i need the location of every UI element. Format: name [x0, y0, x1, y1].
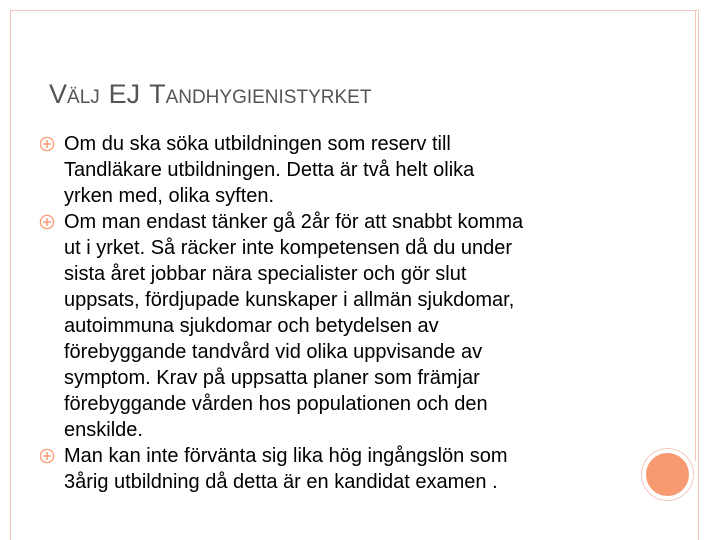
title-initial-1: V	[49, 79, 68, 109]
bullet-line: symptom. Krav på uppsatta planer som främjar	[64, 367, 480, 389]
bullet-icon	[39, 448, 55, 464]
bullet-line: Tandläkare utbildningen. Detta är två helt olika	[64, 159, 475, 181]
bullet-item	[64, 209, 624, 443]
bullet-line: enskilde.	[64, 419, 143, 441]
bullet-icon	[39, 136, 55, 152]
bullet-line: sista året jobbar nära specialister och gör slut	[64, 263, 467, 285]
title-initial-2: EJ	[108, 79, 141, 109]
bullet-line: förebyggande vården hos populationen och den	[64, 393, 488, 415]
bullet-line: 3årig utbildning då detta är en kandidat examen .	[64, 471, 498, 493]
bullet-line: ut i yrket. Så räcker inte kompetensen då du under	[64, 237, 513, 259]
bullet-line: uppsats, fördjupade kunskaper i allmän sjukdomar,	[64, 289, 515, 311]
bullet-line: Om man endast tänker gå 2år för att snabbt komma	[64, 211, 524, 233]
bullet-icon	[39, 214, 55, 230]
title-rest-3: ANDHYGIENISTYRKET	[165, 87, 372, 108]
bullet-line: yrken med, olika syften.	[64, 185, 275, 207]
slide-title	[49, 76, 371, 108]
bullet-line: Om du ska söka utbildningen som reserv till	[64, 133, 451, 155]
bullet-line: autoimmuna sjukdomar och betydelsen av	[64, 315, 439, 337]
title-rest-1: ÄLJ	[67, 87, 100, 108]
bullet-line: förebyggande tandvård vid olika uppvisande av	[64, 341, 483, 363]
title-initial-3: T	[149, 79, 166, 109]
frame-divider-line	[695, 11, 696, 461]
bullet-line: Man kan inte förvänta sig lika hög ingångslön som	[64, 445, 508, 467]
decorative-circle	[642, 449, 693, 500]
bullet-list	[64, 131, 624, 495]
bullet-item	[64, 131, 624, 209]
bullet-item	[64, 443, 624, 495]
